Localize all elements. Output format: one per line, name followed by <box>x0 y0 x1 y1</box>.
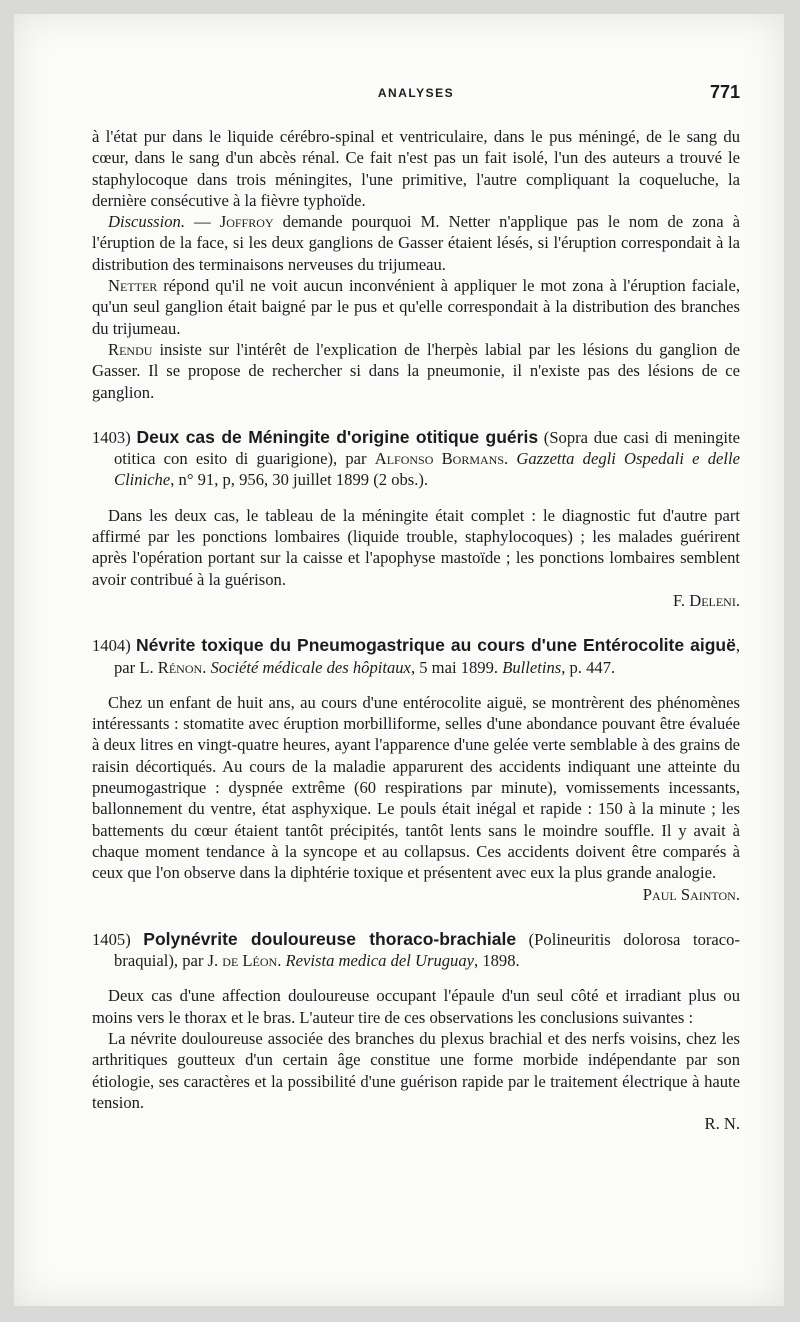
netter-paragraph <box>92 275 740 339</box>
rendu-paragraph <box>92 339 740 403</box>
entry-citation-details: , 1898. <box>474 951 520 971</box>
entry-citation: (Sopra due casi di meningite otitica con esito di guarigione), par <box>114 427 740 469</box>
entry-title <box>92 635 740 678</box>
entry-number: 1404) <box>92 636 131 656</box>
entry-journal: Société médicale des hôpitaux <box>210 657 411 677</box>
entry-citation: (Polineuritis dolorosa toraco-braquial), par J. <box>114 929 740 971</box>
entry-abstract: Dans les deux cas, le tableau de la méningite était complet : le diagnostic fut d'autre part affirmé par les ponctions lombaires (liquide trouble, staphylocoques) ; les malades guérirent après l'opération portant sur la caisse et l'apophyse mastoïde ; les ponctions lombaires semblent avoir contribué à la guérison. <box>92 505 740 589</box>
discussant-joffroy: Joffroy <box>219 212 274 232</box>
entry-author: Alfonso Bormans <box>374 449 505 469</box>
entry-heading: Polynévrite douloureuse thoraco-brachiale <box>143 928 517 949</box>
entry-journal-2: Bulletins <box>502 657 562 677</box>
entry-author: Rénon <box>157 657 203 677</box>
page <box>14 14 784 1306</box>
entry-heading: Névrite toxique du Pneumogastrique au cours d'une Entérocolite aiguë <box>136 635 736 656</box>
entry-signature: F. Deleni. <box>673 590 740 610</box>
entry-1405 <box>92 929 740 1135</box>
entry-abstract-conclusion: La névrite douloureuse associée des branches du plexus brachial et des nerfs voisins, chez les arthritiques goutteux d'un certain âge constitue une forme morbide indépendante par son étiologie, ses caractères et la possibilité d'une guérison rapide par le traitement électrique à haute tension. <box>92 1028 740 1112</box>
entry-abstract: Deux cas d'une affection douloureuse occupant l'épaule d'un seul côté et irradiant plus ou moins vers le thorax et le bras. L'auteur tire de ces observations les conclusions suivantes : <box>92 986 740 1027</box>
discussion-label: Discussion. <box>108 212 185 232</box>
entry-signature: R. N. <box>704 1114 740 1134</box>
page-body <box>92 126 740 1134</box>
entry-1403 <box>92 427 740 611</box>
page-header <box>92 84 740 108</box>
entry-citation-pages: , p. 447. <box>561 657 616 677</box>
entry-author: de Léon <box>222 951 278 971</box>
entry-signature: Paul Sainton. <box>642 884 740 904</box>
intro-paragraph: à l'état pur dans le liquide cérébro-spinal et ventriculaire, dans le pus méningé, de le sang du cœur, dans le sang d'un abcès rénal. Ce fait n'est pas un fait isolé, l'un des auteurs a trouvé le staphylocoque dans trois méningites, l'une primitive, l'autre compliquant la coqueluche, la dernière consécutive à la fièvre typhoïde. <box>92 127 740 210</box>
running-title: ANALYSES <box>377 86 455 100</box>
entry-title <box>92 929 740 972</box>
entry-citation-sep: . <box>277 951 286 971</box>
discussion-dash: — <box>184 212 220 232</box>
entry-heading: Deux cas de Méningite d'origine otitique guéris <box>136 426 539 447</box>
entry-number: 1405) <box>92 929 131 949</box>
entry-citation-sep: . <box>202 657 211 677</box>
entry-journal: Gazzetta degli Ospedali e delle Cliniche <box>114 449 740 490</box>
entry-title <box>92 427 740 491</box>
entry-citation: , par L. <box>114 636 740 677</box>
entry-citation-details: , 5 mai 1899. <box>410 657 503 677</box>
entry-number: 1403) <box>92 427 131 447</box>
entry-citation-details: , n° 91, p, 956, 30 juillet 1899 (2 obs.). <box>170 470 429 490</box>
discussant-netter: Netter <box>108 276 158 296</box>
discussion-paragraph <box>92 211 740 275</box>
entry-abstract: Chez un enfant de huit ans, au cours d'une entérocolite aiguë, se montrèrent des phénomènes intéressants : stomatite avec éruption morbilliforme, selles d'une abondance pouvant être évaluée à deux litres en vingt-quatre heures, ayant l'apparence d'une gelée verte semblable à des grains de raisin décortiqués. Au cours de la maladie apparurent des accidents indiquant une atteinte du pneumogastrique : dyspnée extrême (60 respirations par minute), vomissements incessants, ballonnement du ventre, état asphyxique. Le pouls était inégal et rapide : 150 à la minute ; les battements du cœur étaient tantôt précipités, tantôt lents sans le moindre souffle. Il y avait à chaque moment tendance à la syncope et au collapsus. Ces accidents doivent être comparés à ceux que l'on observe dans la diphtérie toxique et présentent avec eux la plus grande analogie. <box>92 692 740 883</box>
page-number: 771 <box>709 82 740 102</box>
entry-citation-sep: . <box>504 449 517 469</box>
discussion-text: demande pourquoi M. Netter n'applique pas le nom de zona à l'éruption de la face, si les deux ganglions de Gasser étaient lésés, si l'éruption correspondait à la distribution des terminaisons nerveuses du trijumeau. <box>92 212 741 274</box>
entry-journal: Revista medica del Uruguay <box>285 951 475 971</box>
discussant-rendu: Rendu <box>108 339 153 359</box>
netter-text: répond qu'il ne voit aucun inconvénient à appliquer le mot zona à l'éruption faciale, qu'un seul ganglion était baigné par le pus et qu'elle correspondait à la distribution des branches du trijumeau. <box>92 276 740 338</box>
rendu-text: insiste sur l'intérêt de l'explication de l'herpès labial par les lésions du ganglion de Gasser. Il se propose de rechercher si dans la pneumonie, il n'existe pas des lésions de ce ganglion. <box>92 339 740 402</box>
entry-1404 <box>92 635 740 905</box>
